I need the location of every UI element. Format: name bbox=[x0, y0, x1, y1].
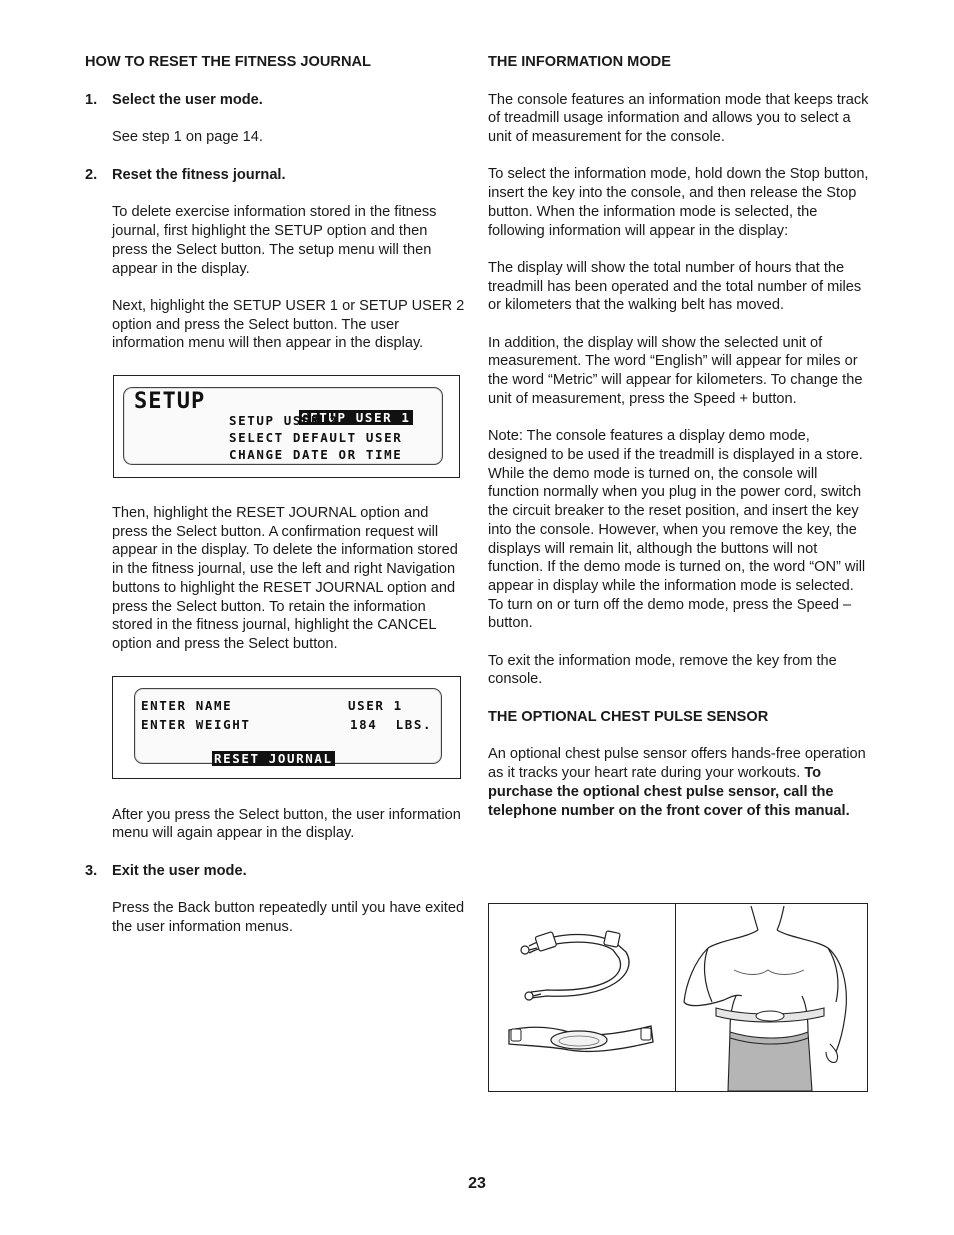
chest-strap-illustration bbox=[489, 904, 675, 1091]
setup-big-label: SETUP bbox=[134, 389, 206, 415]
user-number-value: USER 1 bbox=[348, 697, 403, 713]
right-column bbox=[488, 53, 870, 820]
info-mode-paragraph-3: The display will show the total number of hours that the treadmill has been operated and the total number of miles or kilometers that the walking belt has moved. bbox=[488, 259, 862, 314]
enter-name-row: ENTER NAME bbox=[141, 697, 233, 713]
demo-mode-note: Note: The console features a display demo mode, designed to be used if the treadmill is displayed in a store. While the demo mode is turned on, the console will function normally when you plug in the power cord, switch the circuit breaker to the reset position, and insert the key into the console. However, when you remove the key, the displays will remain lit, although the buttons will not function. If the demo mode is turned on, the word “ON” will appear in display while the information mode is selected. To turn on or turn off the demo mode, press the Speed – button. bbox=[488, 428, 866, 632]
step-2-paragraph-4: After you press the Select button, the user information menu will again appear in the display. bbox=[112, 806, 461, 842]
step-1-title: 1. Select the user mode. bbox=[85, 91, 263, 108]
setup-menu-line-4: CHANGE DATE OR TIME bbox=[229, 447, 403, 463]
step-3-body: Press the Back button repeatedly until you have exited the user information menus. bbox=[112, 900, 465, 936]
chest-pulse-sensor-figure bbox=[488, 903, 868, 1092]
setup-menu-line-2: SETUP USER 2 bbox=[229, 413, 339, 429]
chest-pulse-paragraph: An optional chest pulse sensor offers hands-free operation as it tracks your heart rate during your workouts. To purchase the optional chest pulse sensor, call the telephone number on the front cover of this manual. bbox=[488, 746, 866, 819]
reset-journal-heading: HOW TO RESET THE FITNESS JOURNAL bbox=[85, 54, 371, 70]
setup-menu-line-1: SETUP USER 1 bbox=[301, 410, 411, 426]
step-2-paragraph-2: Next, highlight the SETUP USER 1 or SETUP USER 2 option and press the Select button. The user information menu will then appear in the display. bbox=[112, 297, 465, 352]
exit-info-mode-paragraph: To exit the information mode, remove the key from the console. bbox=[488, 652, 837, 688]
person-wearing-chest-strap-illustration bbox=[676, 904, 866, 1091]
user-info-display bbox=[112, 676, 461, 779]
info-mode-paragraph-1: The console features an information mode that keeps track of treadmill usage information and allows you to select a unit of measurement for the console. bbox=[488, 91, 869, 146]
weight-value: 184 LBS. bbox=[350, 716, 433, 732]
step-2-title: 2. Reset the fitness journal. bbox=[85, 166, 286, 183]
info-mode-paragraph-4: In addition, the display will show the selected unit of measurement. The word “English” will appear for miles or the word “Metric” will appear for kilometers. To change the unit of measurement, press the Speed + button. bbox=[488, 334, 863, 407]
setup-menu-line-3: SELECT DEFAULT USER bbox=[229, 430, 403, 446]
information-mode-heading: THE INFORMATION MODE bbox=[488, 54, 671, 70]
info-mode-paragraph-2: To select the information mode, hold down the Stop button, insert the key into the console, and then release the Stop button. When the information mode is selected, the following information will appear in the display: bbox=[488, 166, 869, 239]
enter-weight-row: ENTER WEIGHT bbox=[141, 716, 251, 732]
setup-menu-display bbox=[113, 375, 460, 478]
chest-pulse-sensor-heading: THE OPTIONAL CHEST PULSE SENSOR bbox=[488, 708, 769, 725]
step-3-title: 3. Exit the user mode. bbox=[85, 862, 247, 879]
step-2-paragraph-3: Then, highlight the RESET JOURNAL option and press the Select button. A confirmation request will appear in the display. To delete the information stored in the fitness journal, use the left and right Navigation buttons to highlight the RESET JOURNAL option and press the Select button. To retain the information stored in the fitness journal, highlight the CANCEL option and press the Select button. bbox=[112, 505, 458, 652]
purchase-instructions: To purchase the optional chest pulse sensor, call the telephone number on the front cover of this manual. bbox=[488, 765, 850, 819]
page-number: 23 bbox=[468, 1175, 486, 1192]
step-1-body: See step 1 on page 14. bbox=[112, 129, 263, 146]
left-column bbox=[85, 53, 467, 937]
reset-journal-row: RESET JOURNAL bbox=[214, 750, 333, 766]
step-2-paragraph-1: To delete exercise information stored in the fitness journal, first highlight the SETUP option and then press the Select button. The setup menu will then appear in the display. bbox=[112, 204, 437, 277]
